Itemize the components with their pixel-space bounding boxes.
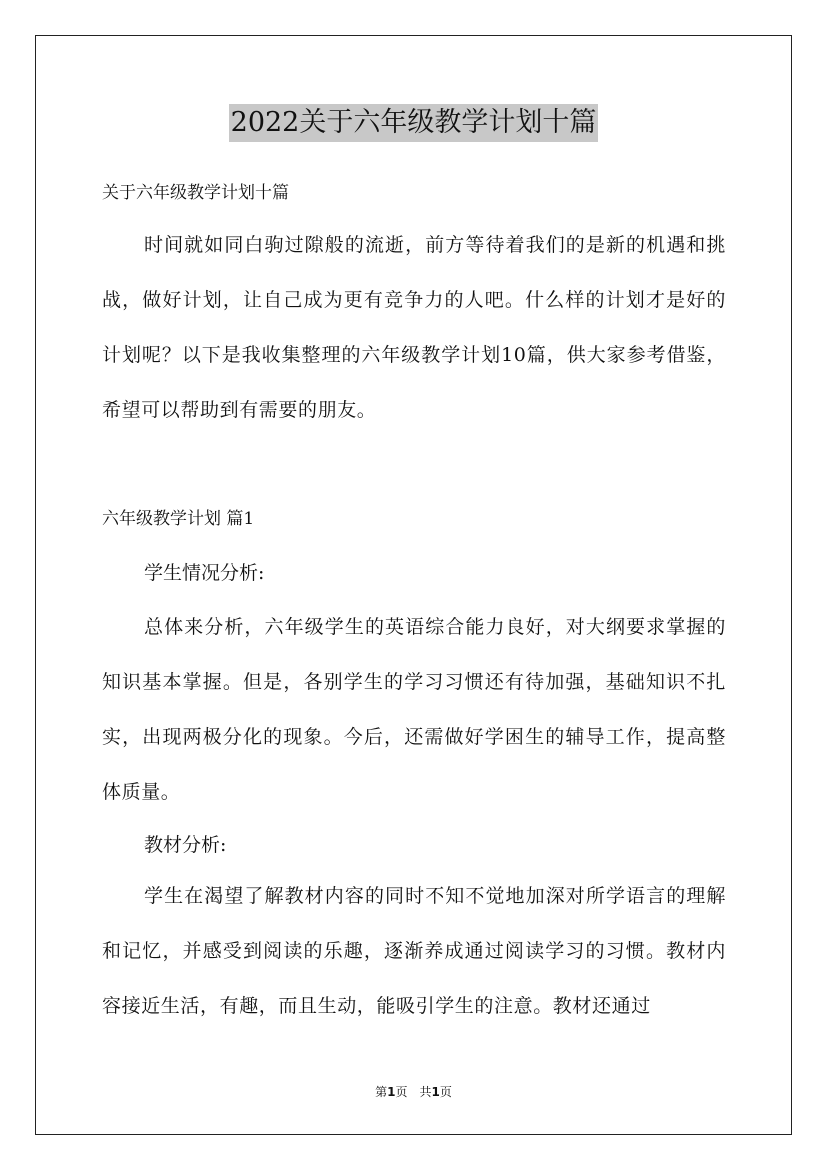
footer-page-suffix: 页 共: [395, 1085, 432, 1099]
page-footer: [0, 1083, 827, 1101]
document-title: 2022关于六年级教学计划十篇: [229, 104, 599, 142]
footer-page-prefix: 第: [375, 1085, 388, 1099]
textbook-analysis-paragraph: 学生在渴望了解教材内容的同时不知不觉地加深对所学语言的理解和记忆，并感受到阅读的乐趣，逐渐养成通过阅读学习的习惯。教材内容接近生活，有趣，而且生动，能吸引学生的注意。教材还通过: [102, 885, 726, 1017]
students-analysis-label: 学生情况分析:: [144, 562, 265, 584]
title-container: [0, 104, 827, 142]
section-heading: 六年级教学计划 篇1: [102, 509, 255, 529]
footer-total-pages: 1: [431, 1085, 440, 1099]
footer-total-suffix: 页: [439, 1085, 452, 1099]
document-subtitle: 关于六年级教学计划十篇: [102, 183, 289, 203]
students-analysis-paragraph: 总体来分析，六年级学生的英语综合能力良好，对大纲要求掌握的知识基本掌握。但是，各别学生的学习习惯还有待加强，基础知识不扎实，出现两极分化的现象。今后，还需做好学困生的辅导工作，提高整体质量。: [102, 616, 726, 803]
intro-paragraph: 时间就如同白驹过隙般的流逝，前方等待着我们的是新的机遇和挑战，做好计划，让自己成为更有竞争力的人吧。什么样的计划才是好的计划呢？以下是我收集整理的六年级教学计划10篇，供大家参考借鉴，希望可以帮助到有需要的朋友。: [102, 234, 726, 421]
footer-page-number: 1: [387, 1085, 396, 1099]
textbook-analysis-label: 教材分析:: [144, 834, 227, 856]
